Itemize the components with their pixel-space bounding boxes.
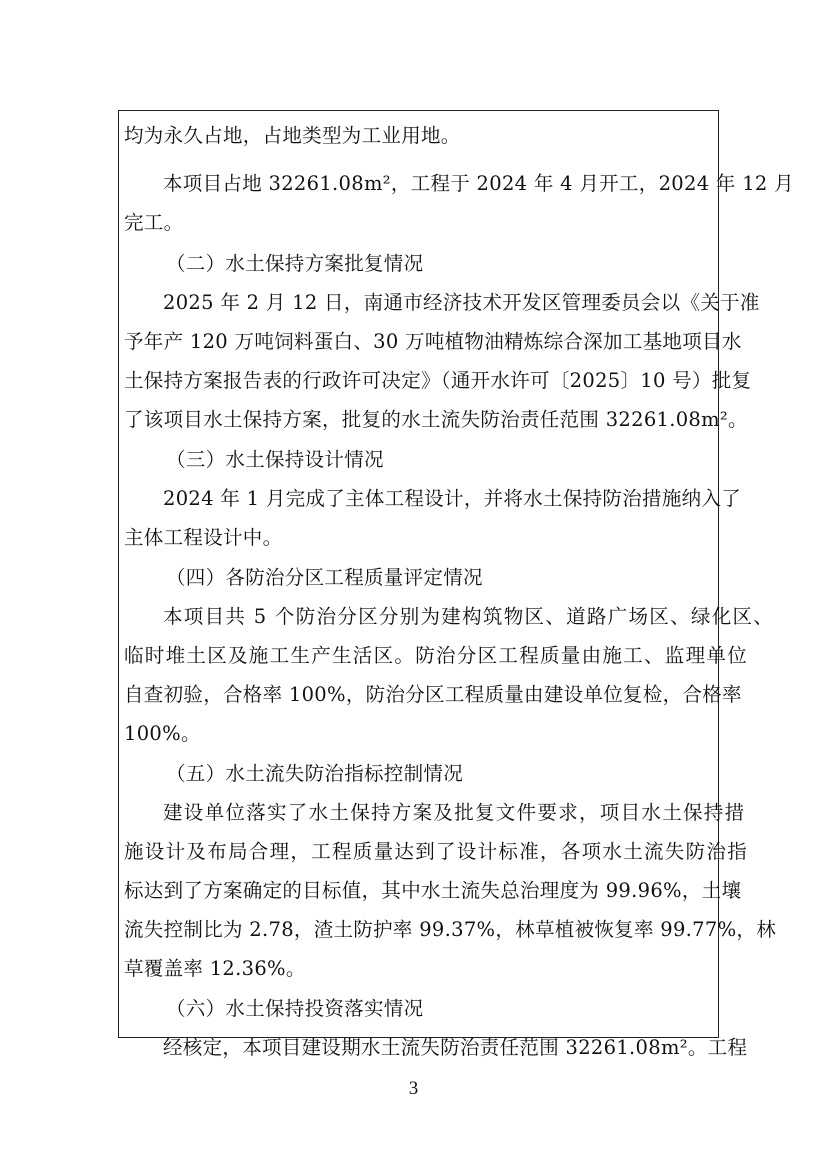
section-heading: （三）水土保持设计情况 (166, 448, 384, 471)
section-heading: （四）各防治分区工程质量评定情况 (166, 566, 483, 589)
paragraph-line: 草覆盖率 12.36%。 (124, 957, 306, 980)
paragraph-line: 本项目共 5 个防治分区分别为建构筑物区、道路广场区、绿化区、 (163, 605, 775, 628)
paragraph-line: 自查初验，合格率 100%，防治分区工程质量由建设单位复检，合格率 (124, 683, 742, 706)
paragraph-line: 均为永久占地，占地类型为工业用地。 (124, 124, 461, 147)
section-heading: （五）水土流失防治指标控制情况 (166, 762, 464, 785)
paragraph-line: 完工。 (124, 211, 184, 234)
paragraph-line: 主体工程设计中。 (124, 526, 283, 549)
paragraph-line: 予年产 120 万吨饲料蛋白、30 万吨植物油精炼综合深加工基地项目水 (124, 330, 742, 353)
section-heading: （六）水土保持投资落实情况 (166, 997, 424, 1020)
paragraph-line: 临时堆土区及施工生产生活区。防治分区工程质量由施工、监理单位 (124, 644, 749, 667)
section-heading: （二）水土保持方案批复情况 (166, 252, 424, 275)
paragraph-line: 经核定，本项目建设期水土流失防治责任范围 32261.08m²。工程 (163, 1036, 748, 1059)
page-number: 3 (408, 1078, 419, 1099)
paragraph-line: 流失控制比为 2.78，渣土防护率 99.37%，林草植被恢复率 99.77%，林 (124, 918, 777, 941)
paragraph-line: 建设单位落实了水土保持方案及批复文件要求，项目水土保持措 (163, 801, 746, 824)
paragraph-line: 土保持方案报告表的行政许可决定》（通开水许可〔2025〕10 号）批复 (124, 369, 752, 392)
paragraph-line: 本项目占地 32261.08m²，工程于 2024 年 4 月开工，2024 年 12 月 (163, 172, 794, 195)
paragraph-line: 100%。 (124, 722, 201, 745)
paragraph-line: 了该项目水土保持方案，批复的水土流失防治责任范围 32261.08m²。 (124, 408, 748, 431)
paragraph-line: 施设计及布局合理，工程质量达到了设计标准，各项水土流失防治指 (124, 840, 749, 863)
paragraph-line: 标达到了方案确定的目标值，其中水土流失总治理度为 99.96%，土壤 (124, 879, 742, 902)
paragraph-line: 2024 年 1 月完成了主体工程设计，并将水土保持防治措施纳入了 (163, 487, 742, 510)
paragraph-line: 2025 年 2 月 12 日，南通市经济技术开发区管理委员会以《关于准 (163, 291, 760, 314)
